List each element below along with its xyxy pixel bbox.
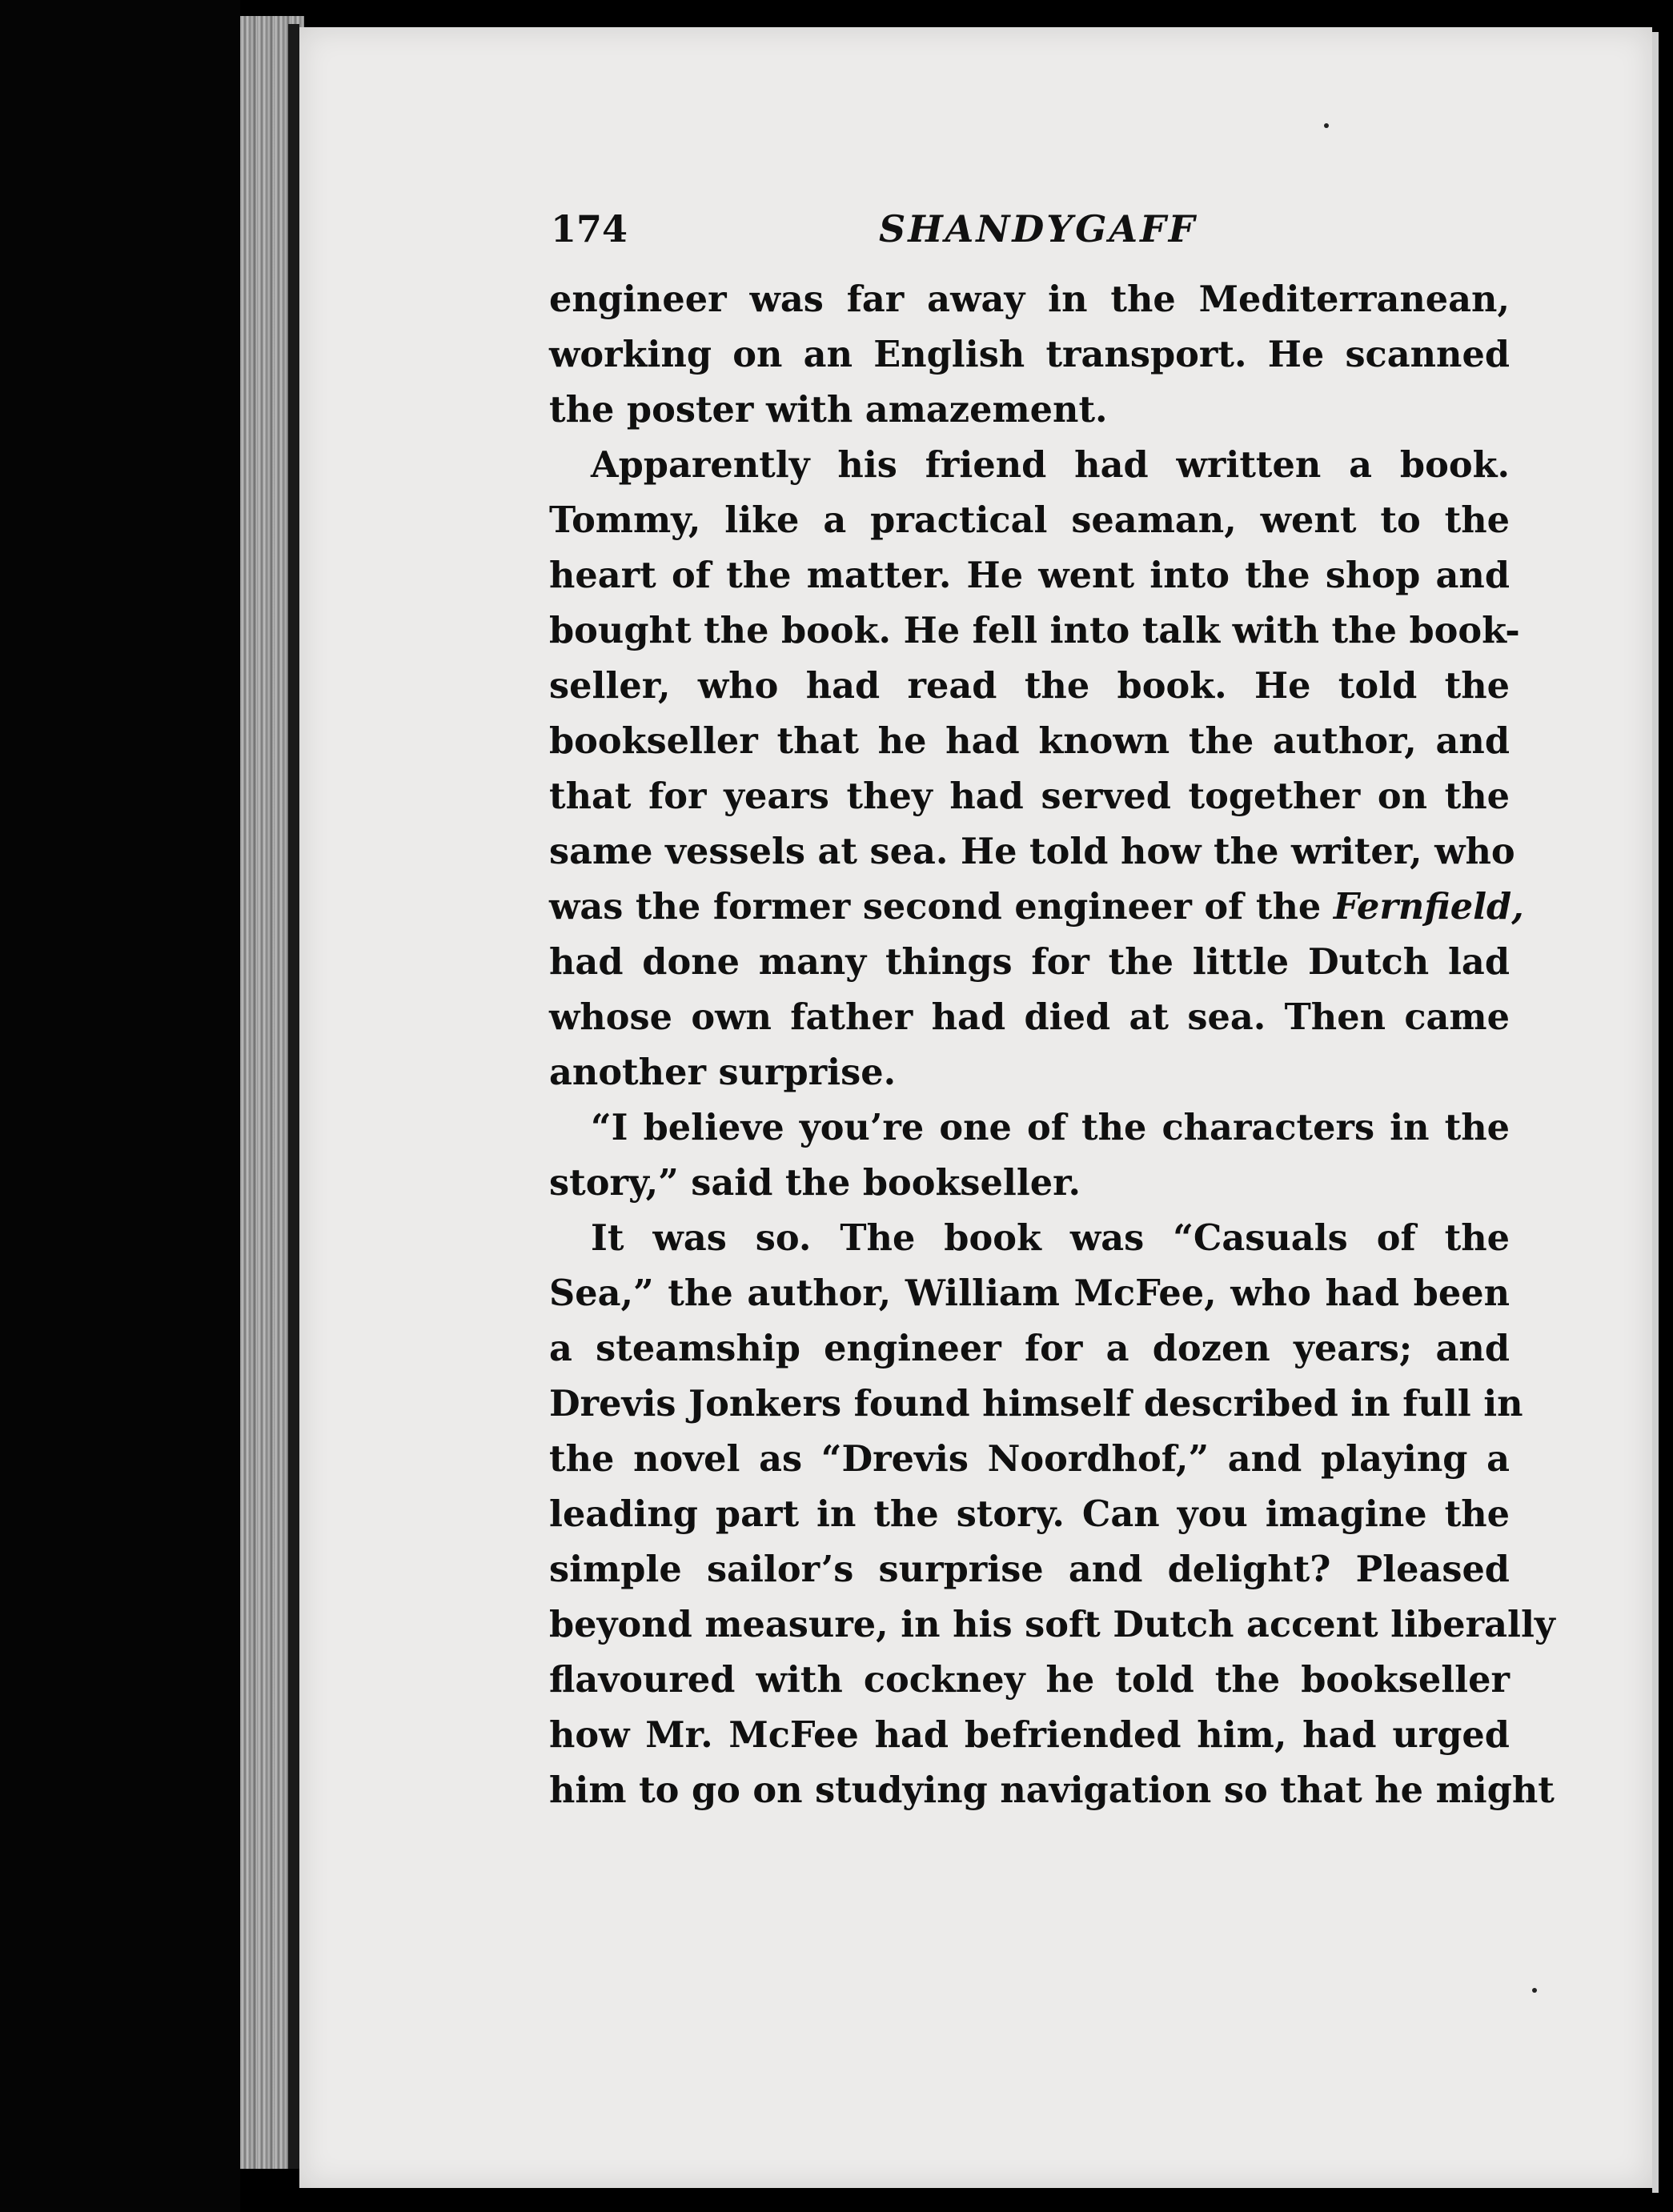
text-line: Tommy, like a practical seaman, went to the xyxy=(549,499,1510,541)
text-line: a steamship engineer for a dozen years; and xyxy=(549,1327,1510,1369)
ship-name-italic: Fernfield, xyxy=(1333,885,1524,928)
text-line: him to go on studying navigation so that he might xyxy=(549,1769,1555,1811)
body-text xyxy=(549,271,1555,1817)
text-line: story,” said the bookseller. xyxy=(549,1161,1081,1204)
text-line: Sea,” the author, William McFee, who had been xyxy=(549,1272,1510,1314)
text-line: flavoured with cockney he told the bookseller xyxy=(549,1658,1510,1701)
text-line: that for years they had served together on the xyxy=(549,775,1510,817)
text-line-with-italic xyxy=(549,879,1524,934)
page-header xyxy=(551,207,1673,271)
scan-speck xyxy=(1324,123,1329,128)
text-line: leading part in the story. Can you imagine the xyxy=(549,1493,1510,1535)
text-line: engineer was far away in the Mediterranean, xyxy=(549,278,1510,320)
text-line: simple sailor’s surprise and delight? Pleased xyxy=(549,1548,1510,1590)
text-line: Apparently his friend had written a book. xyxy=(591,443,1510,486)
text-line: how Mr. McFee had befriended him, had urged xyxy=(549,1713,1510,1756)
book-page xyxy=(299,27,1652,2188)
running-title: SHANDYGAFF xyxy=(879,207,1198,250)
text-line: bought the book. He fell into talk with the book- xyxy=(549,609,1520,651)
scanner-margin xyxy=(0,0,240,2212)
page-number: 174 xyxy=(551,207,628,250)
text-line: the poster with amazement. xyxy=(549,388,1108,431)
spine-shadow xyxy=(288,24,299,2169)
text-line: working on an English transport. He scanned xyxy=(549,333,1510,375)
text-line: heart of the matter. He went into the shop and xyxy=(549,554,1510,596)
text-line: seller, who had read the book. He told the xyxy=(549,664,1510,707)
text-line: Drevis Jonkers found himself described in full in xyxy=(549,1382,1523,1425)
text-line: same vessels at sea. He told how the writer, who xyxy=(549,830,1515,872)
text-line: another surprise. xyxy=(549,1051,897,1093)
text-line: beyond measure, in his soft Dutch accent liberally xyxy=(549,1603,1555,1645)
text-line: the novel as “Drevis Noordhof,” and playing a xyxy=(549,1437,1510,1480)
text-line: whose own father had died at sea. Then came xyxy=(549,996,1510,1038)
text-fragment: was the former second engineer of the xyxy=(549,885,1322,928)
text-line: It was so. The book was “Casuals of the xyxy=(591,1216,1510,1259)
page-right-edge xyxy=(1652,32,1659,2193)
scan-speck xyxy=(1532,1988,1537,1993)
text-line: “I believe you’re one of the characters in the xyxy=(591,1106,1510,1148)
text-line: bookseller that he had known the author, and xyxy=(549,719,1510,762)
text-line: had done many things for the little Dutch lad xyxy=(549,940,1510,983)
